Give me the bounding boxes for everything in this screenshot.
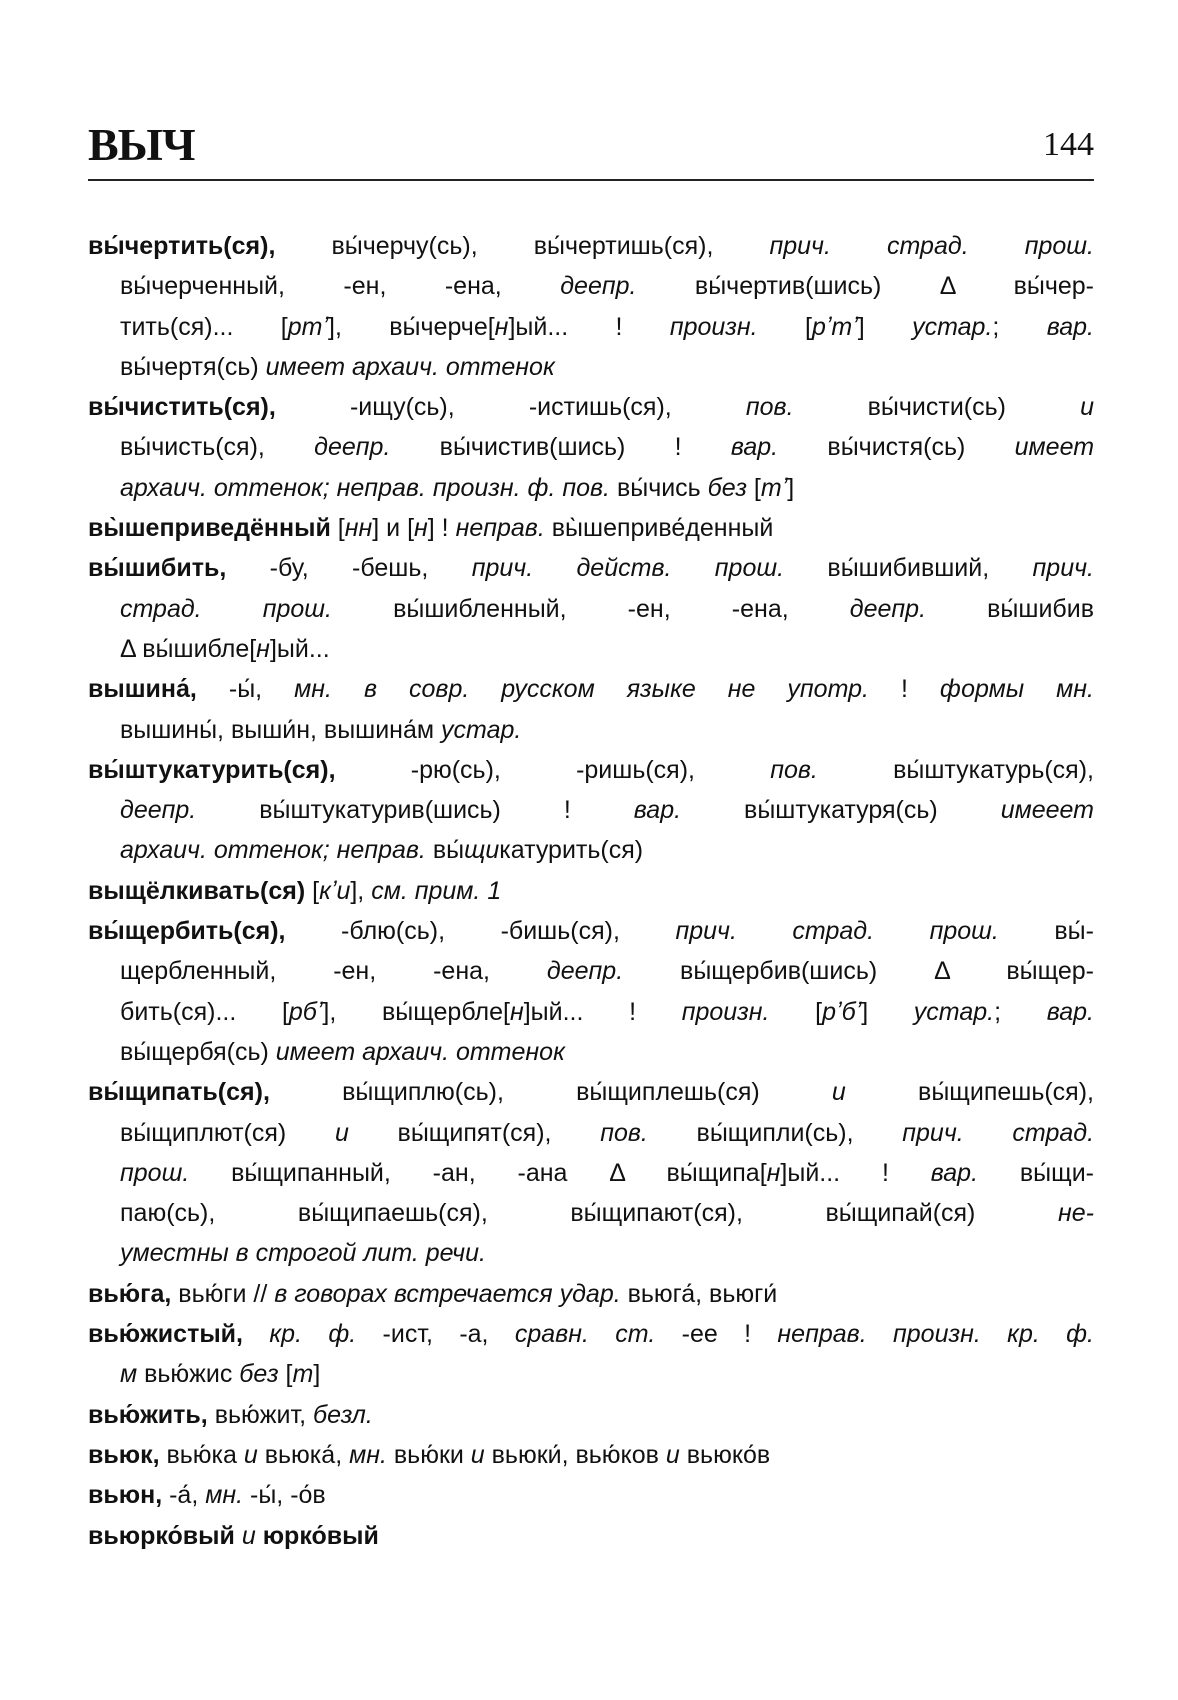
italic-label: см. прим. 1 [371, 876, 502, 905]
entry-text: вью́ги // [171, 1279, 275, 1308]
entry-text: -а́, [162, 1481, 206, 1510]
headword: вы́чертить(ся), [88, 232, 276, 260]
entry-text: -рю(сь), -ришь(ся), [335, 755, 771, 784]
entry-line [88, 871, 1094, 911]
header-rule [88, 179, 1094, 181]
italic-label: деепр. [849, 594, 927, 623]
entry-text: -бу, -бешь, [226, 554, 472, 583]
italic-label: вар. [1046, 312, 1094, 341]
headword: вью́жистый, [88, 1320, 243, 1349]
entry-text: вьюко́в [679, 1440, 771, 1469]
entry-line [88, 226, 1094, 266]
entry-text: ]ый... [269, 634, 330, 663]
entry-line [88, 1475, 1094, 1515]
headword: вы̀шеприведённый [88, 514, 331, 543]
italic-label: безл. [313, 1400, 373, 1429]
entry-line [88, 1395, 1094, 1435]
dictionary-entry [88, 226, 1094, 387]
entry-line [88, 790, 1094, 830]
entry-line [88, 629, 1094, 669]
italic-label: имеет [1014, 433, 1095, 462]
entry-line [88, 830, 1094, 870]
entry-line [88, 266, 1094, 306]
entry-line [88, 1435, 1094, 1475]
entry-text: паю(сь), вы́щипаешь(ся), вы́щипают(ся), вы́щипай(ся) [120, 1199, 1058, 1228]
entry-line [88, 468, 1094, 508]
italic-label: рʼбʼ [822, 997, 862, 1026]
entry-text: ; [992, 312, 1047, 341]
entry-text: ] и [ [372, 514, 415, 543]
entry-text: вы́щербя(сь) [120, 1037, 276, 1066]
italic-label: кр. ф. [243, 1320, 357, 1349]
header-guide-word: ВЫЧ [88, 119, 195, 170]
italic-label: вар. [730, 433, 779, 462]
entry-text: ], [350, 876, 372, 905]
entry-text: вы́шибивший, [784, 554, 1033, 583]
entry-text: вы́штукатурив(шись) ! [196, 796, 634, 825]
dictionary-entry [88, 1274, 1094, 1314]
entry-line [88, 1032, 1094, 1072]
dictionary-entry [88, 1072, 1094, 1273]
dictionary-entry [88, 1314, 1094, 1395]
entry-line [88, 427, 1094, 467]
italic-label: щи [464, 836, 500, 865]
entry-text: вы́щипли(сь), [647, 1118, 903, 1147]
italic-label: и [831, 1078, 846, 1107]
italic-label: и [234, 1521, 263, 1550]
italic-label: и [334, 1118, 349, 1147]
italic-label: м [120, 1360, 138, 1389]
entry-text: -ы́, [196, 675, 295, 704]
entry-text: вы́ [425, 836, 465, 865]
italic-label: прич. действ. прош. [471, 554, 785, 583]
italic-label: деепр. [560, 272, 637, 301]
italic-label: сравн. ст. [514, 1320, 656, 1349]
entry-text: Δ вы́шибле[ [120, 634, 257, 663]
entry-line [88, 710, 1094, 750]
headword: вышина́, [88, 675, 197, 704]
italic-label: пов. [770, 755, 818, 784]
entry-text: вью́жис [137, 1360, 240, 1389]
entry-line [88, 1274, 1094, 1314]
entry-text: [ [769, 997, 823, 1026]
entry-text: вы́чертя(сь) [120, 352, 266, 381]
entry-text: вы́щипешь(ся), [845, 1078, 1094, 1107]
italic-label: прич. [1032, 554, 1094, 583]
italic-label: имеет архаич. оттенок [275, 1037, 565, 1066]
entry-text: ] ! [427, 514, 456, 543]
italic-label: устар. [912, 312, 993, 341]
entry-text: ] [857, 312, 913, 341]
headword: вью́жить, [88, 1400, 208, 1429]
italic-label: т [292, 1360, 314, 1389]
italic-label: неправ. произн. кр. ф. [777, 1320, 1094, 1349]
italic-label: неправ. [455, 514, 545, 543]
italic-label: архаич. оттенок; неправ. [120, 836, 426, 865]
entry-text: [ [757, 312, 812, 341]
italic-label: кʼи [319, 876, 351, 905]
headword: вью́га, [88, 1279, 172, 1308]
italic-label: н [414, 514, 428, 543]
page-number: 144 [1043, 126, 1094, 163]
italic-label: устар. [441, 715, 522, 744]
headword: вы́шибить, [88, 554, 227, 583]
entry-line [88, 951, 1094, 991]
headword: вы́штукатурить(ся), [88, 755, 336, 784]
italic-label: вар. [1046, 997, 1094, 1026]
entry-line [88, 1113, 1094, 1153]
italic-label: ртʼ [287, 312, 329, 341]
italic-label: прош. [120, 1158, 190, 1187]
dictionary-entry [88, 871, 1094, 911]
italic-label: н [256, 634, 270, 663]
italic-label: деепр. [120, 796, 197, 825]
italic-label: и [1080, 393, 1094, 422]
italic-label: произн. [681, 997, 770, 1026]
entry-text: вьюга́, вьюги́ [620, 1279, 778, 1308]
italic-label: прич. страд. [902, 1118, 1095, 1147]
entry-line [88, 1314, 1094, 1354]
entry-line [88, 589, 1094, 629]
italic-label: рбʼ [288, 997, 323, 1026]
entry-text: -ищу(сь), -истишь(ся), [275, 393, 746, 422]
entry-line [88, 1516, 1094, 1556]
entry-text: ] [787, 473, 795, 502]
entry-text: [ [278, 1360, 293, 1389]
italic-label: вар. [930, 1158, 979, 1187]
entry-text: вьюка́, [257, 1440, 350, 1469]
entry-text: щербленный, -ен, -ена, [120, 957, 547, 986]
entry-text: вью́ки [386, 1440, 471, 1469]
entry-line [88, 307, 1094, 347]
italic-label: деепр. [314, 433, 391, 462]
headword: юрко́вый [262, 1521, 379, 1550]
entry-text: вы́щиплю(сь), вы́щиплешь(ся) [269, 1078, 832, 1107]
entry-text: вы́щербив(шись) Δ вы́щер- [623, 957, 1094, 986]
entry-text: -блю(сь), -бишь(ся), [285, 917, 676, 946]
entry-text: -ист, -а, [356, 1320, 515, 1349]
entry-text: вы́щипят(ся), [348, 1118, 601, 1147]
italic-label: мн. [349, 1440, 387, 1469]
entry-text: ]ый... ! [780, 1158, 931, 1187]
entry-text: вы́щипанный, -ан, -ана Δ вы́щипа[ [189, 1158, 767, 1187]
entry-line [88, 669, 1094, 709]
italic-label: и [470, 1440, 485, 1469]
entry-line [88, 548, 1094, 588]
italic-label: пов. [745, 393, 794, 422]
italic-label: имеет архаич. оттенок [265, 352, 555, 381]
entry-line [88, 508, 1094, 548]
entry-text: вы́чисть(ся), [120, 433, 315, 462]
dictionary-entry [88, 1395, 1094, 1435]
headword: вьюк, [88, 1440, 160, 1469]
entry-line [88, 1193, 1094, 1233]
headword: вы́щербить(ся), [88, 917, 286, 946]
italic-label: мн. в совр. русском языке не употр. [294, 675, 869, 704]
entry-text: вы́штукатурь(ся), [817, 755, 1094, 784]
dictionary-entry [88, 750, 1094, 871]
italic-label: и [665, 1440, 680, 1469]
entry-text: тить(ся)... [ [120, 312, 288, 341]
entry-text: вы́чистя(сь) [778, 433, 1015, 462]
entry-text: вышины́, выши́н, вышина́м [120, 715, 442, 744]
entry-text: вы́чистив(шись) ! [390, 433, 731, 462]
entry-line [88, 992, 1094, 1032]
entry-text: вы́штукатуря(сь) [681, 796, 1001, 825]
entry-text: [ [330, 514, 345, 543]
entry-text: [ [746, 473, 761, 502]
entry-text: вью́ка [159, 1440, 244, 1469]
italic-label: страд. прош. [120, 594, 332, 623]
entry-text: вью́жит, [207, 1400, 314, 1429]
italic-label: тʼ [760, 473, 788, 502]
entry-text: катурить(ся) [499, 836, 644, 865]
entry-line [88, 750, 1094, 790]
entry-line [88, 911, 1094, 951]
entry-line [88, 1072, 1094, 1112]
entry-text: -ы́, -о́в [243, 1481, 326, 1510]
dictionary-entry [88, 508, 1094, 548]
entry-line [88, 1233, 1094, 1273]
entry-text: вы́шибив [926, 594, 1094, 623]
entry-text: вы́чисти(сь) [793, 393, 1081, 422]
entry-text: ]ый... ! [508, 312, 670, 341]
italic-label: не- [1058, 1199, 1094, 1228]
italic-label: имееет [1000, 796, 1094, 825]
dictionary-entry [88, 548, 1094, 669]
entry-text: ] [861, 997, 914, 1026]
entry-text: бить(ся)... [ [120, 997, 289, 1026]
headword: выщёлкивать(ся) [88, 876, 306, 905]
dictionary-entry [88, 669, 1094, 750]
entry-text: вы́- [998, 917, 1094, 946]
entry-text: ], вы́щербле[ [322, 997, 510, 1026]
entry-line [88, 387, 1094, 427]
entry-text: вы́шибленный, -ен, -ена, [332, 594, 850, 623]
entry-text: ] [313, 1360, 321, 1389]
entry-text: ! [868, 675, 940, 704]
entry-text: вы́чертив(шись) Δ вы́чер- [636, 272, 1094, 301]
entry-text: вы́черчу(сь), вы́чертишь(ся), [275, 232, 770, 260]
dictionary-entries [88, 226, 1094, 1556]
entry-text: ], вы́черче[ [328, 312, 495, 341]
italic-label: устар. [913, 997, 995, 1026]
entry-text: вы́чись [610, 473, 708, 502]
italic-label: формы мн. [939, 675, 1094, 704]
italic-label: мн. [205, 1481, 244, 1510]
italic-label: н [509, 997, 524, 1026]
headword: вьюрко́вый [88, 1521, 235, 1550]
italic-label: без [707, 473, 747, 502]
entry-text: -ее ! [655, 1320, 778, 1349]
italic-label: без [239, 1360, 279, 1389]
entry-text: вьюки́, вью́ков [484, 1440, 666, 1469]
italic-label: н [766, 1158, 781, 1187]
italic-label: пов. [600, 1118, 648, 1147]
entry-text: ]ый... ! [523, 997, 682, 1026]
entry-line [88, 1153, 1094, 1193]
headword: вы́щипать(ся), [88, 1078, 270, 1107]
entry-text: вы́черченный, -ен, -ена, [120, 272, 561, 301]
italic-label: и [243, 1440, 258, 1469]
entry-text: вы́щи- [978, 1158, 1094, 1187]
dictionary-entry [88, 387, 1094, 508]
italic-label: н [494, 312, 509, 341]
headword: вы́чистить(ся), [88, 393, 276, 422]
dictionary-entry [88, 1475, 1094, 1515]
entry-line [88, 1354, 1094, 1394]
italic-label: архаич. оттенок; неправ. произн. ф. пов. [120, 473, 610, 502]
dictionary-entry [88, 1516, 1094, 1556]
italic-label: уместны в строгой лит. речи. [120, 1239, 486, 1268]
entry-text: ; [994, 997, 1047, 1026]
italic-label: вар. [633, 796, 682, 825]
italic-label: рʼтʼ [811, 312, 858, 341]
italic-label: деепр. [546, 957, 624, 986]
italic-label: нн [344, 514, 373, 543]
italic-label: произн. [669, 312, 758, 341]
italic-label: прич. страд. прош. [769, 232, 1094, 260]
headword: вьюн, [88, 1481, 163, 1510]
dictionary-entry [88, 1435, 1094, 1475]
entry-text: [ [305, 876, 320, 905]
entry-text: вы̀шеприве́денный [544, 514, 774, 543]
italic-label: в говорах встречается удар. [274, 1279, 621, 1308]
italic-label: прич. страд. прош. [675, 917, 999, 946]
entry-line [88, 347, 1094, 387]
entry-text: вы́щиплют(ся) [120, 1118, 335, 1147]
dictionary-entry [88, 911, 1094, 1072]
